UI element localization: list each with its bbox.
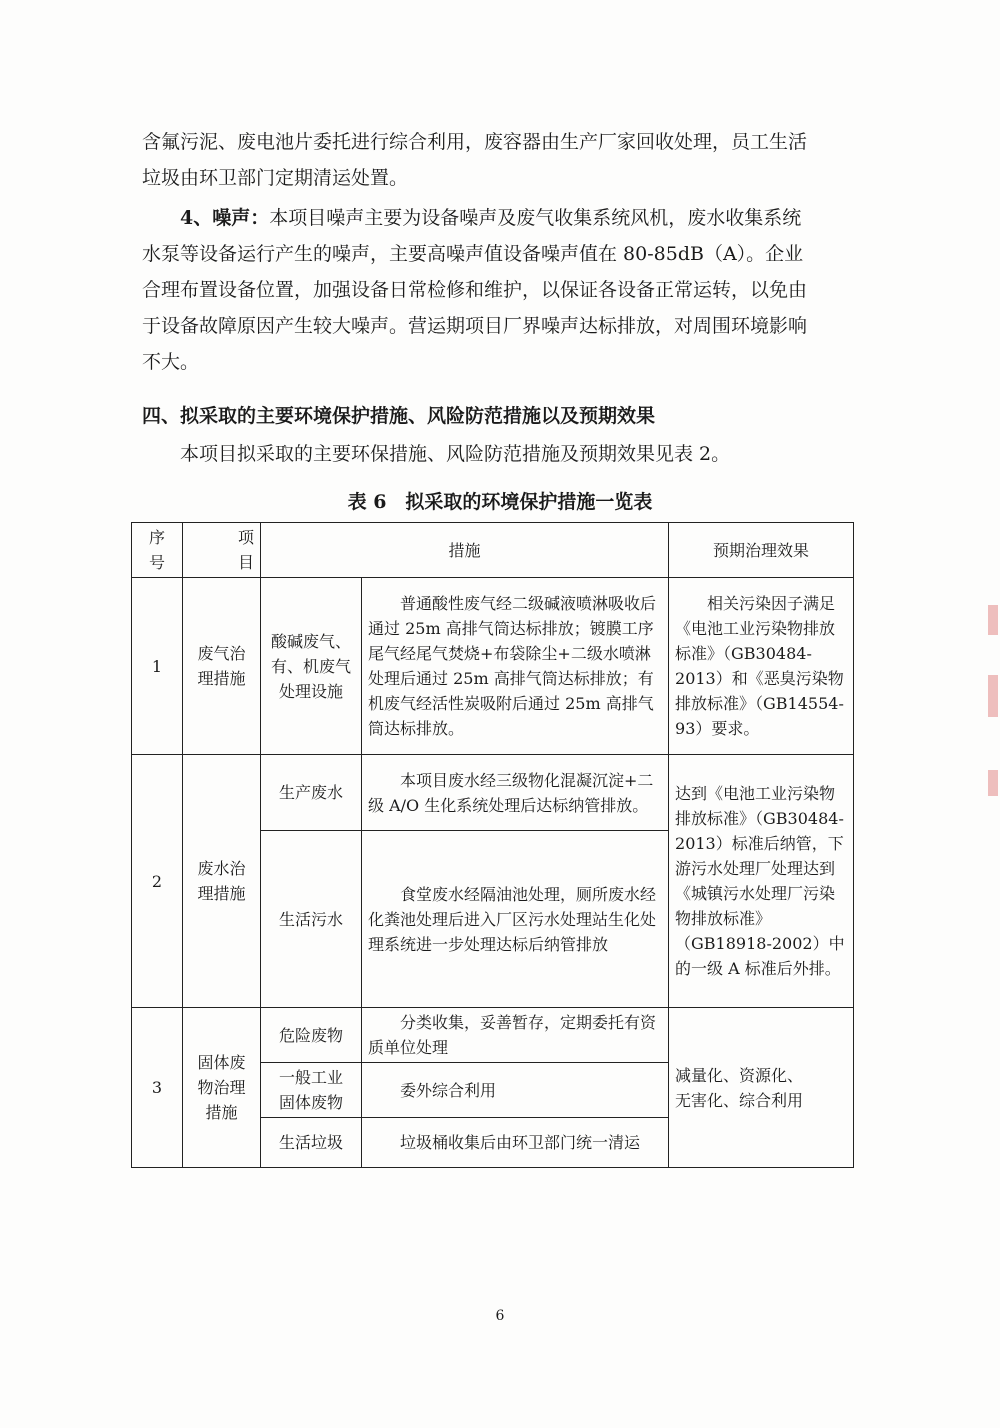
row1-effect: 相关污染因子满足《电池工业污染物排放标准》（GB30484-2013）和《恶臭污染物排放标准》（GB14554-93）要求。: [669, 578, 854, 755]
header-measures: 措施: [261, 523, 669, 578]
row1-no: 1: [132, 578, 183, 755]
header-effect: 预期治理效果: [669, 523, 854, 578]
noise-line-3: 合理布置设备位置，加强设备日常检修和维护，以保证各设备正常运转，以免由: [142, 279, 808, 301]
row3-measure-a: 分类收集，妥善暂存，定期委托有资质单位处理: [362, 1008, 669, 1063]
row2-measure-b: 食堂废水经隔油池处理，厕所废水经化粪池处理后进入厂区污水处理站生化处理系统进一步处理达标后纳管排放: [362, 831, 669, 1008]
noise-paragraph: [142, 200, 842, 380]
row2-sub-b: 生活污水: [261, 831, 362, 1008]
header-item: 项 目: [183, 523, 261, 578]
row2-sub-a: 生产废水: [261, 755, 362, 831]
noise-label: 4、噪声：: [180, 207, 270, 229]
row1-sub: 酸碱废气、 有、机废气 处理设施: [261, 578, 362, 755]
row1-category: 废气治 理措施: [183, 578, 261, 755]
table-row: [132, 1008, 854, 1063]
row2-measure-a: 本项目废水经三级物化混凝沉淀+二级 A/O 生化系统处理后达标纳管排放。: [362, 755, 669, 831]
row3-sub-b: 一般工业 固体废物: [261, 1063, 362, 1118]
row3-effect: 减量化、资源化、 无害化、综合利用: [669, 1008, 854, 1168]
noise-line-4: 于设备故障原因产生较大噪声。营运期项目厂界噪声达标排放，对周围环境影响: [142, 315, 808, 337]
row3-measure-b: 委外综合利用: [362, 1063, 669, 1118]
noise-line-1: 本项目噪声主要为设备噪声及废气收集系统风机，废水收集系统: [269, 207, 802, 229]
table-caption: 表 6 拟采取的环境保护措施一览表: [347, 491, 653, 513]
row3-category: 固体废 物治理 措施: [183, 1008, 261, 1168]
seal-stamp-edge: [988, 605, 998, 845]
table-header-row: [132, 523, 854, 578]
page-number: 6: [495, 1308, 505, 1324]
table-row: [132, 755, 854, 831]
table-row: [132, 578, 854, 755]
measures-table: [131, 522, 854, 1168]
intro-paragraph: [142, 124, 842, 196]
row3-measure-c: 垃圾桶收集后由环卫部门统一清运: [362, 1118, 669, 1168]
noise-line-5: 不大。: [142, 351, 200, 373]
row3-sub-a: 危险废物: [261, 1008, 362, 1063]
header-seq: 序 号: [132, 523, 183, 578]
section-heading: 四、拟采取的主要环境保护措施、风险防范措施以及预期效果: [142, 405, 656, 427]
intro-line-2: 垃圾由环卫部门定期清运处置。: [142, 167, 409, 189]
row2-effect: 达到《电池工业污染物排放标准》（GB30484-2013）标准后纳管，下游污水处理厂处理达到《城镇污水处理厂污染物排放标准》（GB18918-2002）中的一级 A 标准后外排。: [669, 755, 854, 1008]
noise-line-2: 水泵等设备运行产生的噪声，主要高噪声值设备噪声值在 80-85dB（A）。企业: [142, 243, 804, 265]
row2-no: 2: [132, 755, 183, 1008]
row3-sub-c: 生活垃圾: [261, 1118, 362, 1168]
row3-no: 3: [132, 1008, 183, 1168]
section-intro: 本项目拟采取的主要环保措施、风险防范措施及预期效果见表 2。: [180, 443, 731, 465]
intro-line-1: 含氟污泥、废电池片委托进行综合利用，废容器由生产厂家回收处理，员工生活: [142, 131, 808, 153]
row1-measure: 普通酸性废气经二级碱液喷淋吸收后通过 25m 高排气筒达标排放；镀膜工序尾气经尾气焚烧+布袋除尘+二级水喷淋处理后通过 25m 高排气筒达标排放；有机废气经活性炭吸附后通过 25m 高排气筒达标排放。: [362, 578, 669, 755]
row2-category: 废水治 理措施: [183, 755, 261, 1008]
